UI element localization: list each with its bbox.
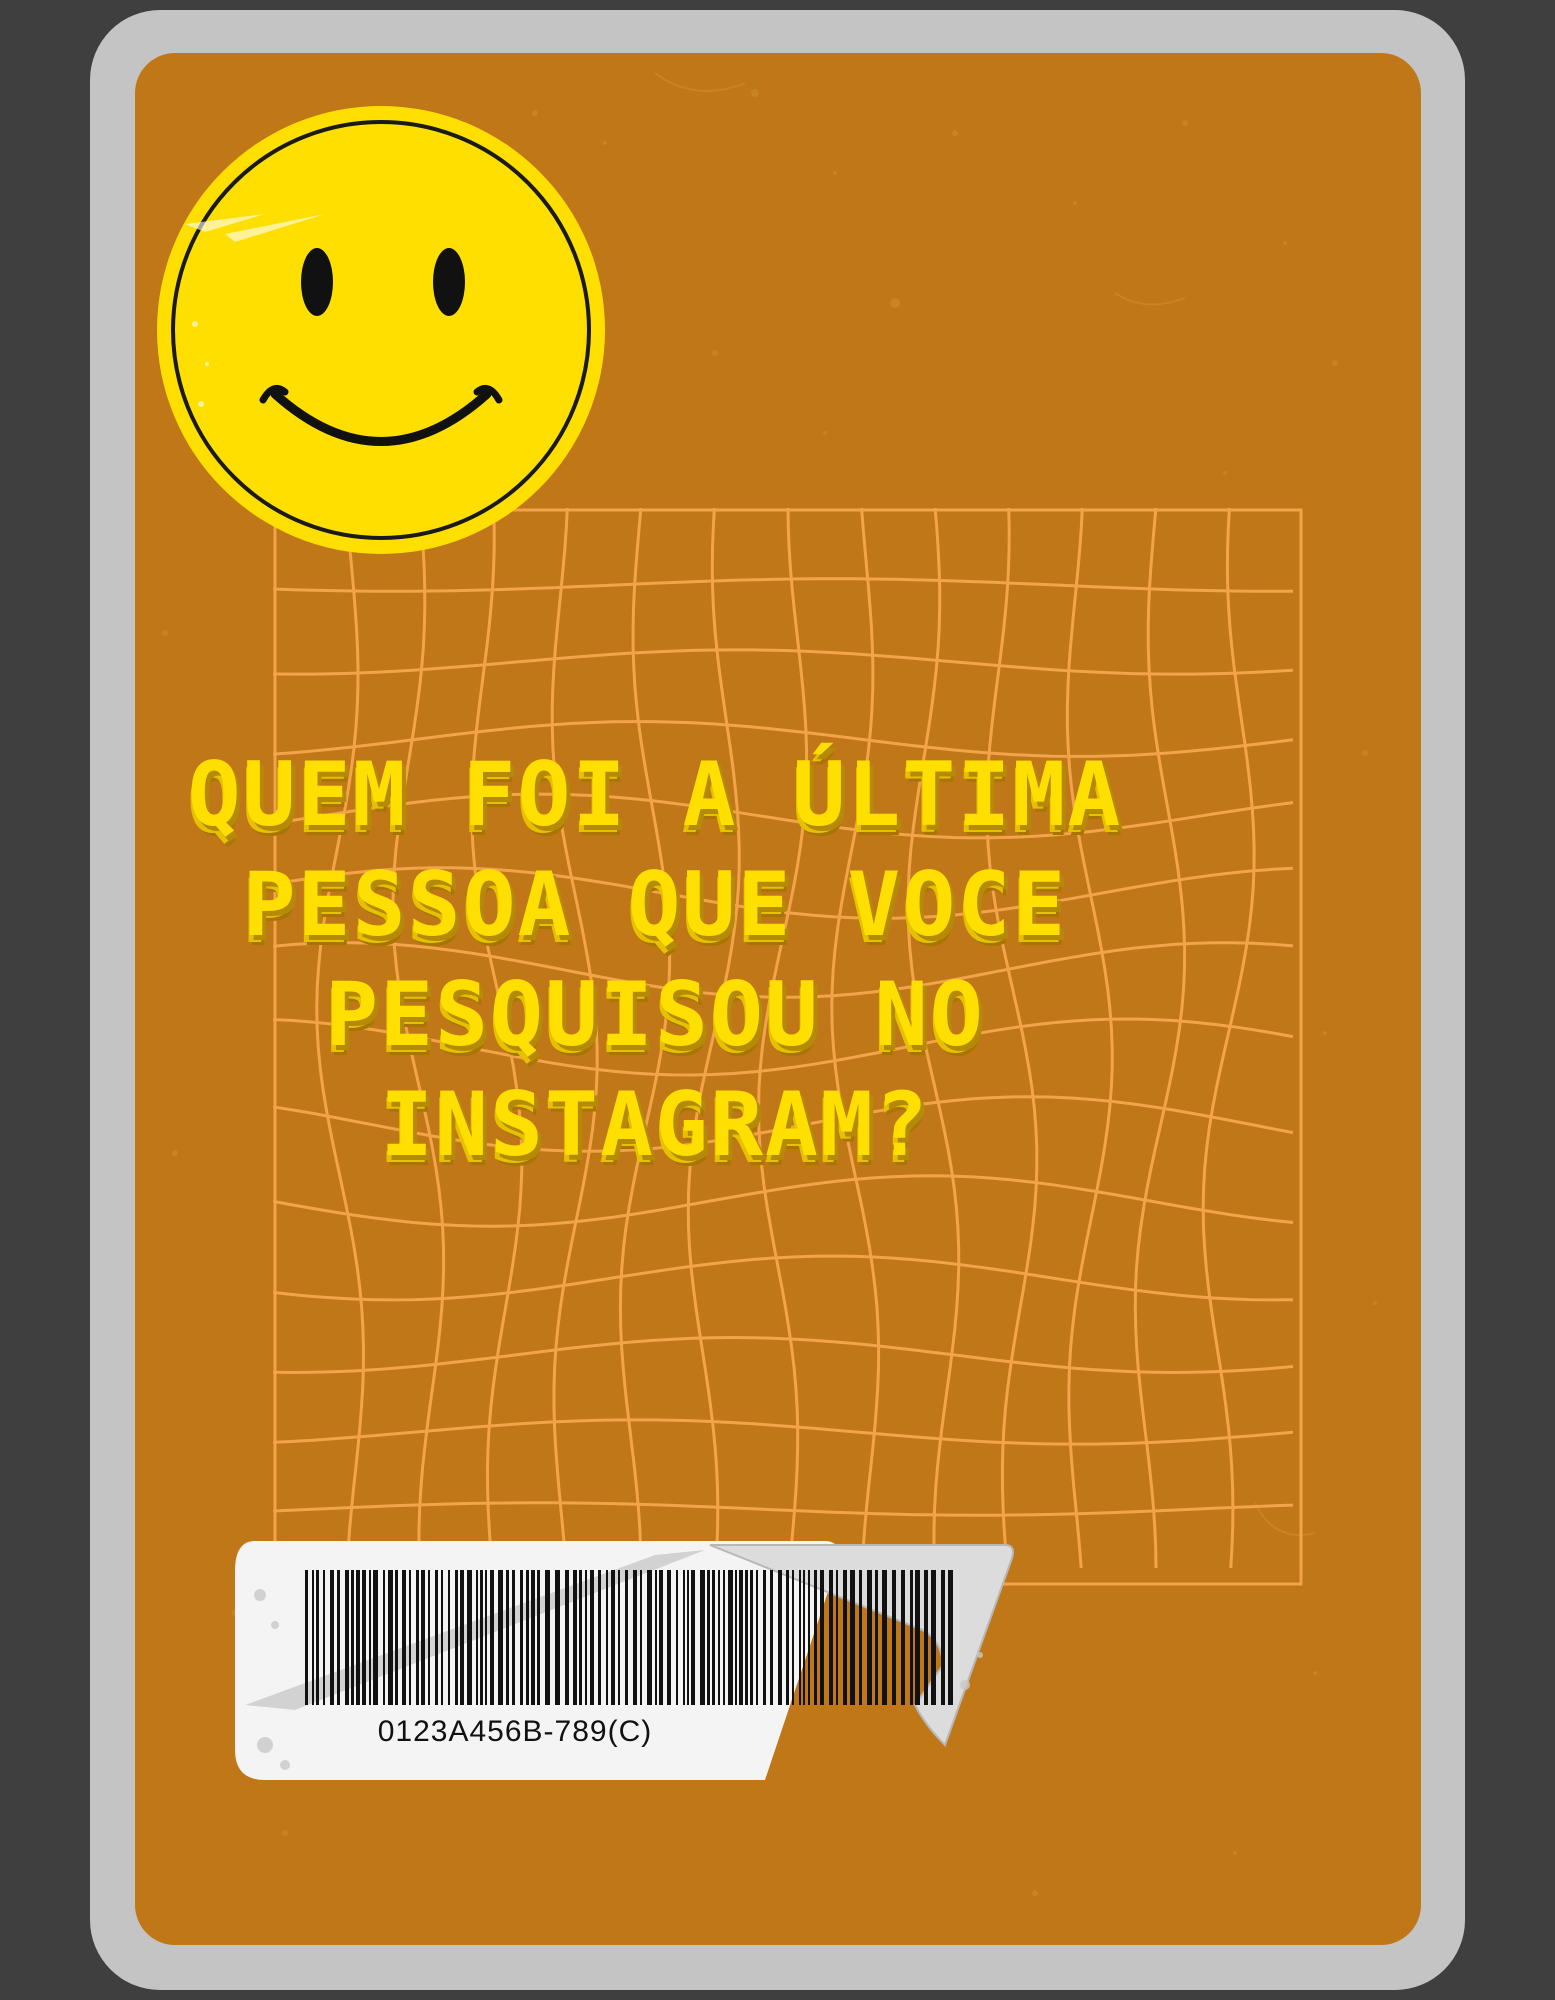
barcode-bar bbox=[718, 1570, 720, 1705]
barcode-bar bbox=[480, 1570, 483, 1705]
barcode-bar bbox=[606, 1570, 608, 1705]
barcode-bar bbox=[573, 1570, 577, 1705]
barcode-bar bbox=[745, 1570, 748, 1705]
smiley-left-eye bbox=[301, 248, 333, 316]
barcode-bar bbox=[476, 1570, 478, 1705]
barcode-bar bbox=[565, 1570, 569, 1705]
barcode-bar bbox=[383, 1570, 385, 1705]
barcode-bar bbox=[941, 1570, 945, 1705]
barcode-bar bbox=[948, 1570, 953, 1705]
barcode-bar bbox=[875, 1570, 878, 1705]
barcode-bar bbox=[531, 1570, 535, 1705]
smiley-face-icon bbox=[155, 104, 607, 556]
barcode-bar bbox=[388, 1570, 393, 1705]
barcode-bar bbox=[750, 1570, 753, 1705]
barcode-bar bbox=[808, 1570, 810, 1705]
barcode-bar bbox=[687, 1570, 689, 1705]
barcode-bar bbox=[676, 1570, 678, 1705]
barcode-bar bbox=[667, 1570, 671, 1705]
barcode-bar bbox=[441, 1570, 443, 1705]
barcode-bar bbox=[829, 1570, 833, 1705]
barcode-bar bbox=[892, 1570, 896, 1705]
barcode-bar bbox=[625, 1570, 628, 1705]
barcode-bar bbox=[312, 1570, 314, 1705]
barcode-bar bbox=[931, 1570, 936, 1705]
barcode-bar bbox=[537, 1570, 540, 1705]
barcode-bar bbox=[305, 1570, 308, 1705]
barcode-bar bbox=[803, 1570, 805, 1705]
barcode-bar bbox=[770, 1570, 773, 1705]
question-text: QUEM FOI A ÚLTIMA PESSOA QUE VOCE PESQUISOU NO INSTAGRAM? bbox=[187, 743, 1123, 1176]
barcode-bar bbox=[739, 1570, 743, 1705]
barcode-bar bbox=[395, 1570, 398, 1705]
barcode-bar bbox=[485, 1570, 487, 1705]
barcode-bar bbox=[786, 1570, 789, 1705]
barcode-bar bbox=[691, 1570, 695, 1705]
barcode-bar bbox=[707, 1570, 710, 1705]
grid-line-horizontal bbox=[273, 1503, 1293, 1515]
barcode-bar bbox=[633, 1570, 637, 1705]
barcode-bar bbox=[545, 1570, 550, 1705]
barcode-bar bbox=[820, 1570, 824, 1705]
barcode-bar bbox=[859, 1570, 862, 1705]
barcode-bar bbox=[867, 1570, 872, 1705]
barcode-bar bbox=[356, 1570, 360, 1705]
barcode-bar bbox=[735, 1570, 737, 1705]
barcode-bar bbox=[728, 1570, 733, 1705]
barcode-bar bbox=[792, 1570, 794, 1705]
barcode-bar bbox=[448, 1570, 450, 1705]
barcode-bar bbox=[640, 1570, 642, 1705]
barcode-bar bbox=[323, 1570, 325, 1705]
barcode-bar bbox=[655, 1570, 657, 1705]
grid-line-horizontal bbox=[273, 1176, 1293, 1226]
barcode-bar bbox=[585, 1570, 587, 1705]
barcode-bar bbox=[723, 1570, 725, 1705]
barcode-bar bbox=[421, 1570, 425, 1705]
barcode-bar bbox=[435, 1570, 438, 1705]
barcode-bar bbox=[700, 1570, 705, 1705]
barcode-bar bbox=[799, 1570, 801, 1705]
barcode-bar bbox=[455, 1570, 458, 1705]
barcode-bar bbox=[843, 1570, 847, 1705]
barcode-bar bbox=[618, 1570, 620, 1705]
barcode-bar bbox=[579, 1570, 582, 1705]
smiley-right-eye bbox=[433, 248, 465, 316]
barcode-bar bbox=[763, 1570, 766, 1705]
barcode-icon bbox=[225, 1535, 1065, 1805]
barcode-bar bbox=[490, 1570, 494, 1705]
barcode-bar bbox=[611, 1570, 615, 1705]
barcode-bar bbox=[369, 1570, 371, 1705]
barcode-bar bbox=[647, 1570, 652, 1705]
barcode-bar bbox=[836, 1570, 838, 1705]
barcode-bar bbox=[712, 1570, 715, 1705]
barcode-bar bbox=[778, 1570, 782, 1705]
barcode-bar bbox=[915, 1570, 920, 1705]
barcode-bar bbox=[498, 1570, 503, 1705]
barcode-bar bbox=[316, 1570, 319, 1705]
barcode-bar bbox=[337, 1570, 340, 1705]
barcode-bar bbox=[924, 1570, 928, 1705]
barcode-bar bbox=[659, 1570, 663, 1705]
barcode-bar bbox=[555, 1570, 560, 1705]
barcode-bar bbox=[416, 1570, 419, 1705]
barcode-bar bbox=[460, 1570, 464, 1705]
barcode-bar bbox=[373, 1570, 378, 1705]
barcode-bar bbox=[910, 1570, 913, 1705]
barcode-number: 0123A456B-789(C) bbox=[377, 1715, 653, 1748]
barcode-bar bbox=[351, 1570, 354, 1705]
barcode-bar bbox=[520, 1570, 523, 1705]
barcode-bar bbox=[850, 1570, 855, 1705]
barcode-bar bbox=[756, 1570, 758, 1705]
barcode-bar bbox=[428, 1570, 430, 1705]
barcode-bar bbox=[683, 1570, 685, 1705]
barcode-bar bbox=[882, 1570, 887, 1705]
grid-line-horizontal bbox=[273, 650, 1293, 674]
barcode-bar bbox=[526, 1570, 529, 1705]
barcode-bar bbox=[409, 1570, 411, 1705]
barcode-bar bbox=[598, 1570, 601, 1705]
barcode-bar bbox=[362, 1570, 366, 1705]
barcode-bar bbox=[467, 1570, 472, 1705]
grid-line-horizontal bbox=[273, 1338, 1293, 1373]
barcode-bar bbox=[512, 1570, 515, 1705]
barcode-bar bbox=[590, 1570, 594, 1705]
barcode-bar bbox=[402, 1570, 406, 1705]
barcode-bar bbox=[814, 1570, 817, 1705]
barcode-bar bbox=[506, 1570, 509, 1705]
barcode-bar bbox=[330, 1570, 334, 1705]
barcode-bar bbox=[345, 1570, 349, 1705]
barcode-bar bbox=[901, 1570, 905, 1705]
